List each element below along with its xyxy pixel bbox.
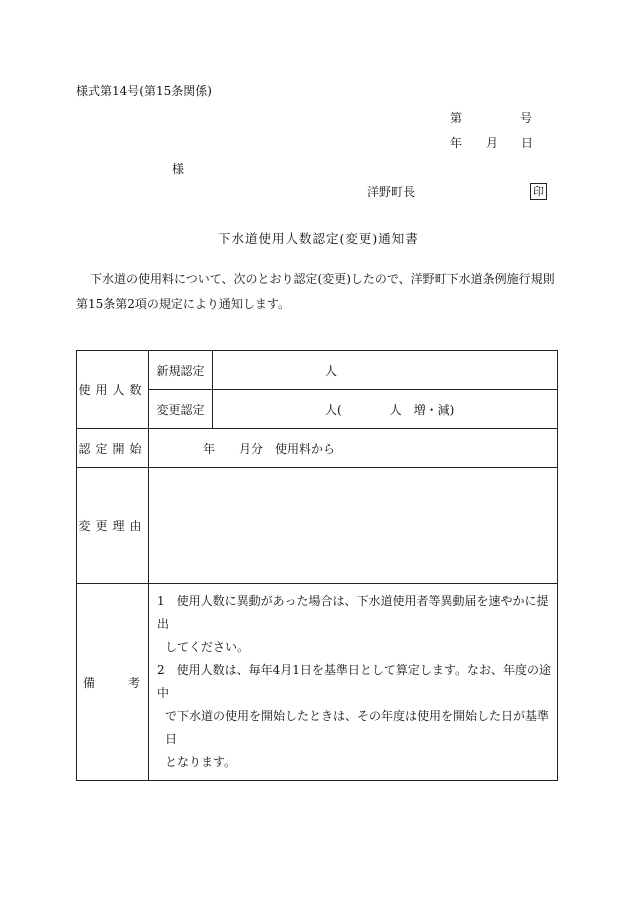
date-month-label: 月: [486, 136, 499, 150]
document-number-suffix: 号: [520, 111, 533, 125]
remarks-notes: [149, 584, 558, 781]
table-row-reason: [77, 468, 558, 584]
issuer-name: 洋野町長: [367, 185, 416, 199]
date-year-label: 年: [450, 136, 463, 150]
remarks-label-cell: [77, 584, 149, 781]
change-cert-value: 人( 人 増・減): [213, 390, 558, 429]
document-number-prefix: 第: [450, 111, 463, 125]
note-2-line-3: となります。: [165, 755, 237, 769]
addressee-honorific: 様: [172, 162, 185, 176]
users-count-label: 使用人数: [77, 351, 149, 429]
table-row-change-cert: [77, 390, 558, 429]
certification-table: [76, 350, 558, 781]
note-1-line-1: 1 使用人数に異動があった場合は、下水道使用者等異動届を速やかに提出: [157, 594, 549, 631]
change-reason-value[interactable]: [149, 468, 558, 584]
new-cert-value: 人: [213, 351, 558, 390]
document-title: 下水道使用人数認定(変更)通知書: [218, 231, 419, 246]
change-reason-label: 変更理由: [77, 468, 149, 584]
note-2-line-2: で下水道の使用を開始したときは、その年度は使用を開始した日が基準日: [165, 709, 550, 746]
change-cert-label: 変更認定: [149, 390, 213, 429]
table-row-new-cert: [77, 351, 558, 390]
table-row-start: [77, 429, 558, 468]
seal-stamp-box: 印: [530, 183, 547, 200]
form-number-label: 様式第14号(第15条関係): [76, 84, 212, 98]
note-2-line-1: 2 使用人数は、毎年4月1日を基準日として算定します。なお、年度の途中: [157, 663, 551, 700]
date-day-label: 日: [521, 136, 534, 150]
note-1-line-2: してください。: [165, 640, 250, 654]
new-cert-label: 新規認定: [149, 351, 213, 390]
remarks-label-a: 備: [83, 675, 96, 690]
cert-start-label: 認定開始: [77, 429, 149, 468]
table-row-remarks: [77, 584, 558, 781]
body-text-line-1: 下水道の使用料について、次のとおり認定(変更)したので、洋野町下水道条例施行規則: [90, 272, 555, 286]
body-text-line-2: 第15条第2項の規定により通知します。: [76, 297, 290, 311]
remarks-label-b: 考: [127, 675, 140, 690]
cert-start-value: 年 月分 使用料から: [149, 429, 558, 468]
